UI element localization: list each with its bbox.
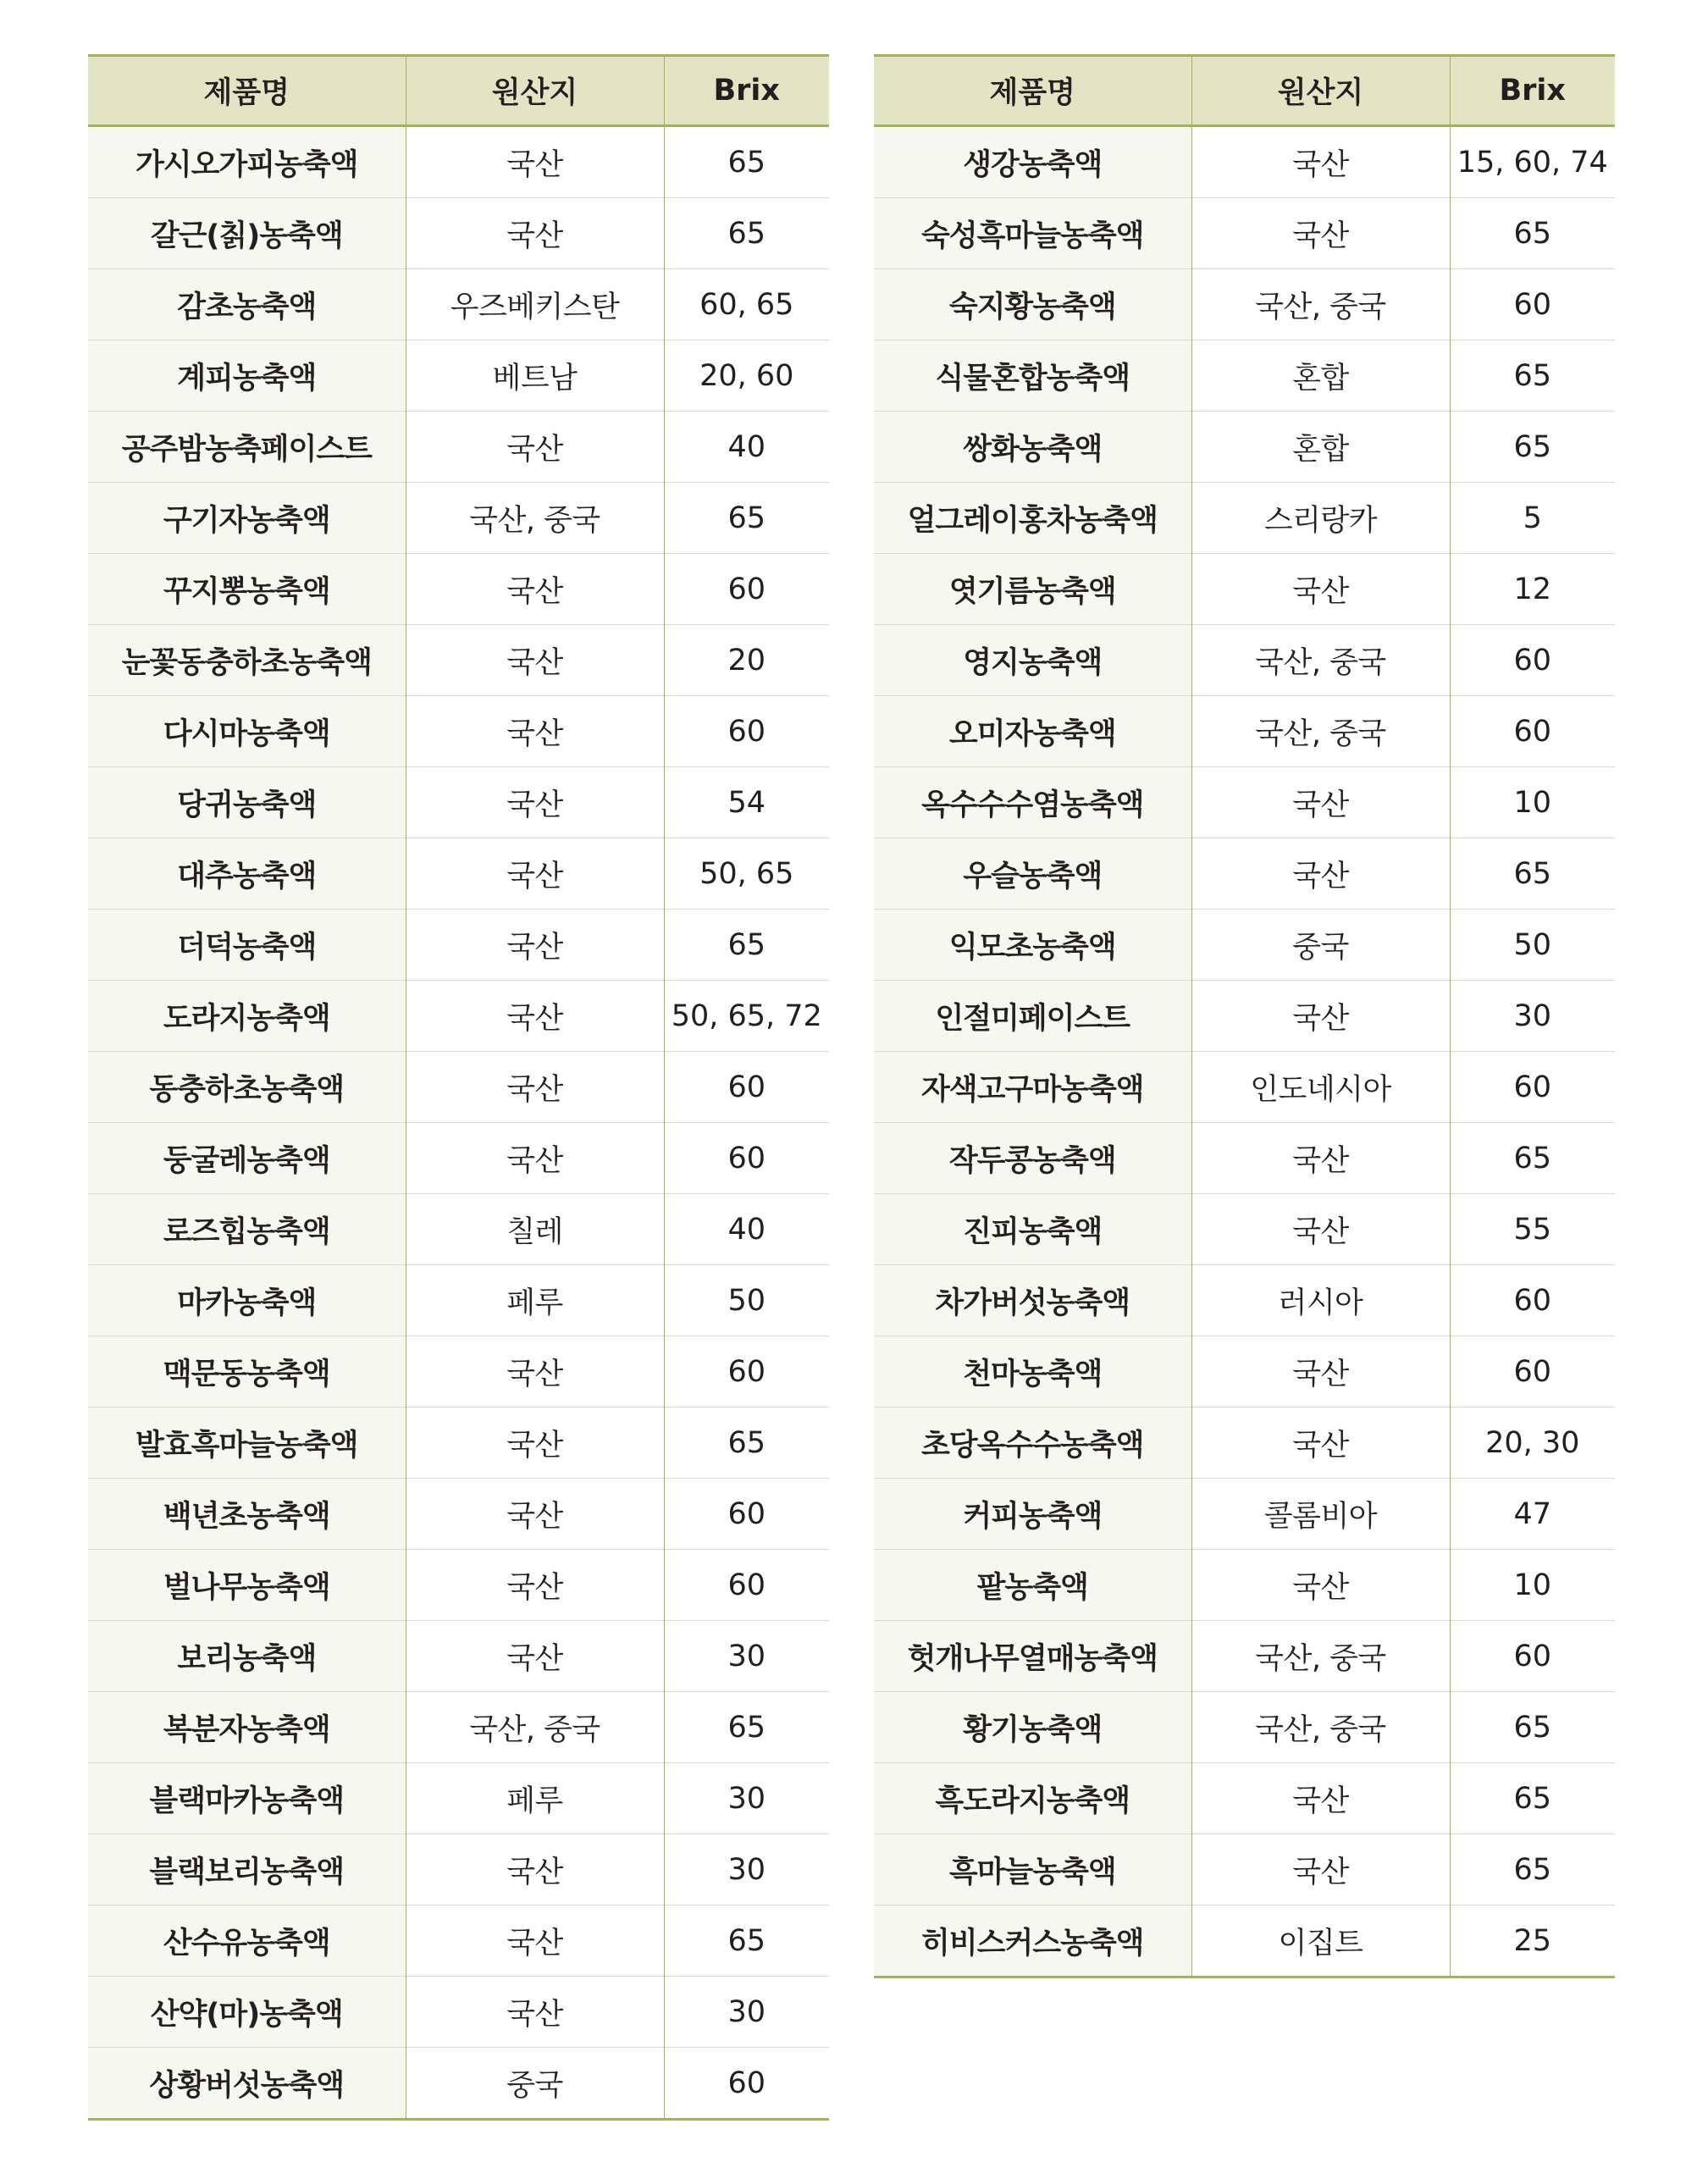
table-row bbox=[874, 1479, 1615, 1550]
table-row bbox=[88, 269, 829, 340]
table-row bbox=[874, 981, 1615, 1052]
cell-brix: 20, 30 bbox=[1450, 1408, 1615, 1479]
cell-brix: 65 bbox=[664, 910, 829, 981]
cell-brix: 65 bbox=[1450, 198, 1615, 269]
table-row bbox=[88, 1977, 829, 2048]
cell-name: 황기농축액 bbox=[874, 1692, 1191, 1763]
table-row bbox=[874, 483, 1615, 554]
table-row bbox=[874, 412, 1615, 483]
table-row bbox=[88, 838, 829, 910]
table-row bbox=[88, 767, 829, 838]
cell-brix: 40 bbox=[664, 412, 829, 483]
cell-name: 로즈힙농축액 bbox=[88, 1194, 406, 1265]
cell-origin: 국산, 중국 bbox=[406, 1692, 664, 1763]
cell-origin: 베트남 bbox=[406, 340, 664, 412]
cell-origin: 혼합 bbox=[1191, 412, 1450, 483]
cell-name: 감초농축액 bbox=[88, 269, 406, 340]
cell-name: 오미자농축액 bbox=[874, 696, 1191, 767]
cell-origin: 국산 bbox=[1191, 767, 1450, 838]
table-row bbox=[874, 625, 1615, 696]
column-header-brix: Brix bbox=[1450, 56, 1615, 126]
table-header bbox=[88, 56, 829, 126]
table-row bbox=[88, 1479, 829, 1550]
cell-origin: 국산 bbox=[406, 1336, 664, 1408]
cell-origin: 국산 bbox=[406, 1834, 664, 1905]
cell-origin: 국산 bbox=[406, 198, 664, 269]
table-row bbox=[88, 198, 829, 269]
cell-name: 공주밤농축페이스트 bbox=[88, 412, 406, 483]
table-row bbox=[874, 1265, 1615, 1336]
cell-brix: 47 bbox=[1450, 1479, 1615, 1550]
cell-brix: 54 bbox=[664, 767, 829, 838]
cell-origin: 국산 bbox=[406, 412, 664, 483]
cell-origin: 국산 bbox=[1191, 1550, 1450, 1621]
column-header-brix: Brix bbox=[664, 56, 829, 126]
cell-brix: 50, 65 bbox=[664, 838, 829, 910]
cell-origin: 국산 bbox=[406, 554, 664, 625]
cell-brix: 60 bbox=[1450, 696, 1615, 767]
column-header-name: 제품명 bbox=[88, 56, 406, 126]
cell-name: 커피농축액 bbox=[874, 1479, 1191, 1550]
cell-origin: 국산, 중국 bbox=[1191, 269, 1450, 340]
cell-brix: 30 bbox=[664, 1621, 829, 1692]
table-row bbox=[88, 1194, 829, 1265]
table-row bbox=[874, 340, 1615, 412]
cell-brix: 60 bbox=[664, 554, 829, 625]
header-row bbox=[88, 56, 829, 126]
cell-name: 동충하초농축액 bbox=[88, 1052, 406, 1123]
table-row bbox=[88, 1763, 829, 1834]
cell-name: 히비스커스농축액 bbox=[874, 1905, 1191, 1977]
table-row bbox=[88, 1123, 829, 1194]
cell-origin: 국산 bbox=[1191, 554, 1450, 625]
table-row bbox=[88, 981, 829, 1052]
cell-name: 영지농축액 bbox=[874, 625, 1191, 696]
table-row bbox=[874, 910, 1615, 981]
cell-origin: 중국 bbox=[406, 2048, 664, 2120]
cell-origin: 국산 bbox=[1191, 1336, 1450, 1408]
cell-name: 초당옥수수농축액 bbox=[874, 1408, 1191, 1479]
table-row bbox=[874, 1834, 1615, 1905]
cell-brix: 60 bbox=[1450, 1336, 1615, 1408]
cell-brix: 65 bbox=[1450, 1692, 1615, 1763]
cell-name: 계피농축액 bbox=[88, 340, 406, 412]
cell-name: 맥문동농축액 bbox=[88, 1336, 406, 1408]
table-row bbox=[88, 696, 829, 767]
cell-name: 우슬농축액 bbox=[874, 838, 1191, 910]
table-row bbox=[874, 554, 1615, 625]
cell-name: 옥수수수염농축액 bbox=[874, 767, 1191, 838]
table-row bbox=[874, 1336, 1615, 1408]
cell-brix: 30 bbox=[664, 1763, 829, 1834]
cell-brix: 60 bbox=[664, 1052, 829, 1123]
cell-origin: 콜롬비아 bbox=[1191, 1479, 1450, 1550]
cell-origin: 국산 bbox=[1191, 1408, 1450, 1479]
table-row bbox=[88, 1265, 829, 1336]
cell-brix: 65 bbox=[664, 198, 829, 269]
cell-name: 산수유농축액 bbox=[88, 1905, 406, 1977]
cell-name: 당귀농축액 bbox=[88, 767, 406, 838]
cell-brix: 5 bbox=[1450, 483, 1615, 554]
cell-origin: 국산 bbox=[406, 1905, 664, 1977]
cell-brix: 15, 60, 74 bbox=[1450, 126, 1615, 198]
table-row bbox=[88, 1692, 829, 1763]
cell-brix: 65 bbox=[1450, 1763, 1615, 1834]
cell-origin: 국산 bbox=[406, 126, 664, 198]
cell-brix: 65 bbox=[664, 1905, 829, 1977]
table-row bbox=[88, 1905, 829, 1977]
table-row bbox=[88, 1408, 829, 1479]
cell-brix: 65 bbox=[664, 126, 829, 198]
header-row bbox=[874, 56, 1615, 126]
cell-origin: 국산 bbox=[406, 1621, 664, 1692]
cell-origin: 인도네시아 bbox=[1191, 1052, 1450, 1123]
cell-origin: 국산, 중국 bbox=[1191, 1692, 1450, 1763]
cell-name: 산약(마)농축액 bbox=[88, 1977, 406, 2048]
cell-brix: 10 bbox=[1450, 1550, 1615, 1621]
cell-name: 상황버섯농축액 bbox=[88, 2048, 406, 2120]
cell-origin: 중국 bbox=[1191, 910, 1450, 981]
cell-brix: 65 bbox=[1450, 838, 1615, 910]
cell-brix: 60 bbox=[1450, 1265, 1615, 1336]
cell-name: 마카농축액 bbox=[88, 1265, 406, 1336]
cell-brix: 20, 60 bbox=[664, 340, 829, 412]
table-row bbox=[874, 1763, 1615, 1834]
cell-name: 복분자농축액 bbox=[88, 1692, 406, 1763]
cell-brix: 60 bbox=[664, 2048, 829, 2120]
cell-origin: 국산 bbox=[1191, 126, 1450, 198]
cell-name: 보리농축액 bbox=[88, 1621, 406, 1692]
cell-name: 블랙마카농축액 bbox=[88, 1763, 406, 1834]
cell-brix: 65 bbox=[664, 1408, 829, 1479]
table-row bbox=[88, 1052, 829, 1123]
table-row bbox=[874, 1621, 1615, 1692]
table-row bbox=[88, 126, 829, 198]
cell-origin: 국산 bbox=[1191, 981, 1450, 1052]
table-row bbox=[88, 1336, 829, 1408]
cell-name: 대추농축액 bbox=[88, 838, 406, 910]
cell-origin: 국산 bbox=[406, 838, 664, 910]
table-row bbox=[88, 1550, 829, 1621]
cell-brix: 12 bbox=[1450, 554, 1615, 625]
table-row bbox=[874, 1123, 1615, 1194]
cell-origin: 국산 bbox=[406, 981, 664, 1052]
cell-brix: 65 bbox=[1450, 1123, 1615, 1194]
cell-name: 도라지농축액 bbox=[88, 981, 406, 1052]
table-row bbox=[874, 269, 1615, 340]
table-row bbox=[88, 340, 829, 412]
cell-brix: 60 bbox=[664, 1123, 829, 1194]
cell-brix: 60 bbox=[664, 696, 829, 767]
cell-brix: 65 bbox=[1450, 1834, 1615, 1905]
cell-origin: 스리랑카 bbox=[1191, 483, 1450, 554]
table-row bbox=[874, 1692, 1615, 1763]
cell-name: 벌나무농축액 bbox=[88, 1550, 406, 1621]
cell-name: 더덕농축액 bbox=[88, 910, 406, 981]
cell-brix: 65 bbox=[1450, 412, 1615, 483]
cell-origin: 이집트 bbox=[1191, 1905, 1450, 1977]
cell-brix: 60 bbox=[1450, 1621, 1615, 1692]
cell-name: 얼그레이홍차농축액 bbox=[874, 483, 1191, 554]
cell-name: 숙지황농축액 bbox=[874, 269, 1191, 340]
cell-brix: 50 bbox=[1450, 910, 1615, 981]
cell-name: 생강농축액 bbox=[874, 126, 1191, 198]
cell-name: 식물혼합농축액 bbox=[874, 340, 1191, 412]
cell-origin: 국산, 중국 bbox=[1191, 696, 1450, 767]
cell-name: 익모초농축액 bbox=[874, 910, 1191, 981]
table-row bbox=[88, 910, 829, 981]
table-row bbox=[874, 1905, 1615, 1977]
cell-origin: 국산 bbox=[406, 696, 664, 767]
cell-brix: 65 bbox=[664, 1692, 829, 1763]
cell-origin: 혼합 bbox=[1191, 340, 1450, 412]
cell-name: 진피농축액 bbox=[874, 1194, 1191, 1265]
table-row bbox=[88, 483, 829, 554]
cell-name: 팥농축액 bbox=[874, 1550, 1191, 1621]
cell-origin: 국산 bbox=[406, 1550, 664, 1621]
cell-origin: 국산 bbox=[406, 767, 664, 838]
cell-name: 눈꽃동충하초농축액 bbox=[88, 625, 406, 696]
table-row bbox=[874, 1408, 1615, 1479]
table-body bbox=[88, 126, 829, 2120]
cell-brix: 30 bbox=[664, 1977, 829, 2048]
cell-name: 흑도라지농축액 bbox=[874, 1763, 1191, 1834]
cell-brix: 65 bbox=[664, 483, 829, 554]
table-body bbox=[874, 126, 1615, 1977]
cell-origin: 국산 bbox=[1191, 1834, 1450, 1905]
cell-name: 쌍화농축액 bbox=[874, 412, 1191, 483]
cell-origin: 국산 bbox=[406, 910, 664, 981]
cell-origin: 우즈베키스탄 bbox=[406, 269, 664, 340]
cell-origin: 국산, 중국 bbox=[1191, 1621, 1450, 1692]
cell-name: 차가버섯농축액 bbox=[874, 1265, 1191, 1336]
table-row bbox=[874, 198, 1615, 269]
cell-origin: 국산 bbox=[1191, 1763, 1450, 1834]
table-row bbox=[874, 1052, 1615, 1123]
table-row bbox=[88, 625, 829, 696]
cell-brix: 50 bbox=[664, 1265, 829, 1336]
cell-brix: 60 bbox=[664, 1336, 829, 1408]
cell-brix: 60 bbox=[664, 1550, 829, 1621]
cell-origin: 국산 bbox=[406, 1052, 664, 1123]
table-row bbox=[874, 1550, 1615, 1621]
cell-origin: 페루 bbox=[406, 1763, 664, 1834]
cell-origin: 국산 bbox=[406, 1977, 664, 2048]
cell-name: 인절미페이스트 bbox=[874, 981, 1191, 1052]
table-row bbox=[88, 1834, 829, 1905]
cell-name: 발효흑마늘농축액 bbox=[88, 1408, 406, 1479]
cell-brix: 60 bbox=[664, 1479, 829, 1550]
cell-brix: 50, 65, 72 bbox=[664, 981, 829, 1052]
cell-name: 꾸지뽕농축액 bbox=[88, 554, 406, 625]
cell-brix: 25 bbox=[1450, 1905, 1615, 1977]
cell-brix: 60 bbox=[1450, 1052, 1615, 1123]
cell-name: 구기자농축액 bbox=[88, 483, 406, 554]
cell-brix: 60, 65 bbox=[664, 269, 829, 340]
cell-name: 다시마농축액 bbox=[88, 696, 406, 767]
product-table-right bbox=[874, 54, 1615, 1978]
cell-origin: 페루 bbox=[406, 1265, 664, 1336]
cell-origin: 국산 bbox=[1191, 198, 1450, 269]
cell-name: 엿기름농축액 bbox=[874, 554, 1191, 625]
cell-name: 둥굴레농축액 bbox=[88, 1123, 406, 1194]
cell-brix: 30 bbox=[664, 1834, 829, 1905]
cell-origin: 러시아 bbox=[1191, 1265, 1450, 1336]
cell-origin: 국산 bbox=[406, 625, 664, 696]
table-row bbox=[88, 1621, 829, 1692]
cell-brix: 65 bbox=[1450, 340, 1615, 412]
column-header-origin: 원산지 bbox=[1191, 56, 1450, 126]
table-row bbox=[874, 767, 1615, 838]
cell-name: 숙성흑마늘농축액 bbox=[874, 198, 1191, 269]
table-header bbox=[874, 56, 1615, 126]
cell-origin: 국산 bbox=[1191, 1123, 1450, 1194]
table-row bbox=[88, 412, 829, 483]
cell-name: 천마농축액 bbox=[874, 1336, 1191, 1408]
product-table-left bbox=[88, 54, 829, 2121]
cell-brix: 30 bbox=[1450, 981, 1615, 1052]
table-row bbox=[88, 2048, 829, 2120]
table-row bbox=[874, 696, 1615, 767]
cell-name: 가시오가피농축액 bbox=[88, 126, 406, 198]
cell-origin: 국산, 중국 bbox=[406, 483, 664, 554]
cell-origin: 국산 bbox=[1191, 838, 1450, 910]
cell-name: 갈근(칡)농축액 bbox=[88, 198, 406, 269]
cell-name: 헛개나무열매농축액 bbox=[874, 1621, 1191, 1692]
cell-name: 백년초농축액 bbox=[88, 1479, 406, 1550]
cell-name: 흑마늘농축액 bbox=[874, 1834, 1191, 1905]
cell-origin: 국산 bbox=[406, 1123, 664, 1194]
cell-name: 작두콩농축액 bbox=[874, 1123, 1191, 1194]
cell-brix: 55 bbox=[1450, 1194, 1615, 1265]
table-row bbox=[88, 554, 829, 625]
table-row bbox=[874, 126, 1615, 198]
cell-brix: 10 bbox=[1450, 767, 1615, 838]
cell-origin: 국산, 중국 bbox=[1191, 625, 1450, 696]
column-header-name: 제품명 bbox=[874, 56, 1191, 126]
column-header-origin: 원산지 bbox=[406, 56, 664, 126]
table-row bbox=[874, 1194, 1615, 1265]
cell-origin: 국산 bbox=[406, 1479, 664, 1550]
cell-origin: 국산 bbox=[1191, 1194, 1450, 1265]
cell-name: 자색고구마농축액 bbox=[874, 1052, 1191, 1123]
table-row bbox=[874, 838, 1615, 910]
cell-name: 블랙보리농축액 bbox=[88, 1834, 406, 1905]
cell-brix: 20 bbox=[664, 625, 829, 696]
cell-origin: 국산 bbox=[406, 1408, 664, 1479]
cell-brix: 60 bbox=[1450, 269, 1615, 340]
cell-brix: 60 bbox=[1450, 625, 1615, 696]
cell-origin: 칠레 bbox=[406, 1194, 664, 1265]
cell-brix: 40 bbox=[664, 1194, 829, 1265]
